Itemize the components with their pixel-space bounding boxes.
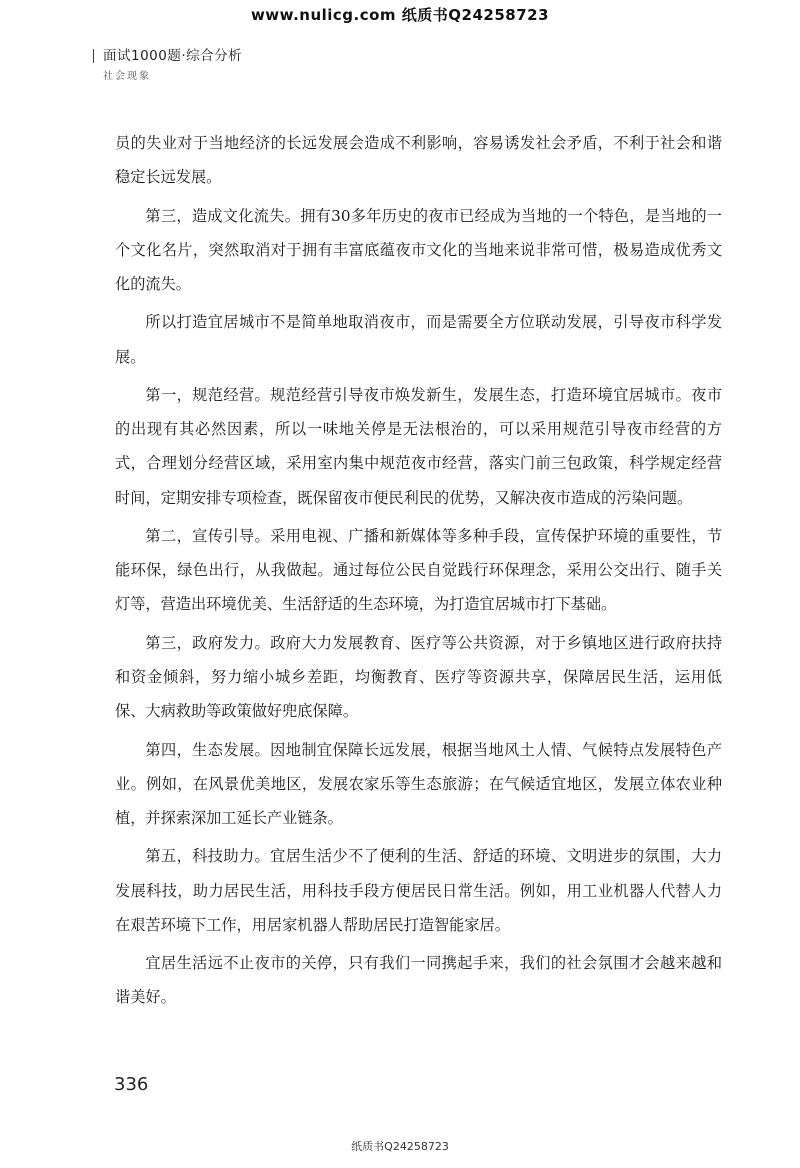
paragraph: 第四，生态发展。因地制宜保障长远发展，根据当地风土人情、气候特点发展特色产业。例如，在风景优美地区，发展农家乐等生态旅游；在气候适宜地区，发展立体农业种植，并探索深加工延长产业链条。 xyxy=(115,740,722,827)
paragraph: 所以打造宜居城市不是简单地取消夜市，而是需要全方位联动发展，引导夜市科学发展。 xyxy=(115,313,722,366)
paragraph: 第三，政府发力。政府大力发展教育、医疗等公共资源，对于乡镇地区进行政府扶持和资金倾斜，努力缩小城乡差距，均衡教育、医疗等资源共享，保障居民生活，运用低保、大病救助等政策做好兜底保障。 xyxy=(115,633,722,721)
page-number: 336 xyxy=(114,1074,149,1095)
paragraph: 宜居生活远不止夜市的关停，只有我们一同携起手来，我们的社会氛围才会越来越和谐美好。 xyxy=(115,954,722,1007)
body-text xyxy=(115,126,722,1019)
section-title: 社会现象 xyxy=(103,71,151,82)
paragraph: 第一，规范经营。规范经营引导夜市焕发新生，发展生态，打造环境宜居城市。夜市的出现有其必然因素，所以一味地关停是无法根治的，可以采用规范引导夜市经营的方式，合理划分经营区域，采用室内集中规范夜市经营，落实门前三包政策，科学规定经营时间，定期安排专项检查，既保留夜市便民利民的优势，又解决夜市造成的污染问题。 xyxy=(115,385,722,507)
watermark-bottom: 纸质书Q24258723 xyxy=(351,1140,449,1153)
running-header xyxy=(103,44,242,82)
paragraph: 第二，宣传引导。采用电视、广播和新媒体等多种手段，宣传保护环境的重要性，节能环保，绿色出行，从我做起。通过每位公民自觉践行环保理念，采用公交出行、随手关灯等，营造出环境优美、生活舒适的生态环境，为打造宜居城市打下基础。 xyxy=(115,526,722,614)
watermark-top: www.nulicg.com 纸质书Q24258723 xyxy=(250,6,550,24)
paragraph: 员的失业对于当地经济的长远发展会造成不利影响，容易诱发社会矛盾，不利于社会和谐稳定长远发展。 xyxy=(115,134,722,187)
book-title: 面试1000题·综合分析 xyxy=(103,48,243,64)
paragraph: 第五，科技助力。宜居生活少不了便利的生活、舒适的环境、文明进步的氛围，大力发展科技，助力居民生活，用科技手段方便居民日常生活。例如，用工业机器人代替人力在艰苦环境下工作，用居家机器人帮助居民打造智能家居。 xyxy=(115,847,722,934)
paragraph: 第三，造成文化流失。拥有30多年历史的夜市已经成为当地的一个特色，是当地的一个文化名片，突然取消对于拥有丰富底蕴夜市文化的当地来说非常可惜，极易造成优秀文化的流失。 xyxy=(115,206,722,293)
header-divider xyxy=(93,49,94,63)
